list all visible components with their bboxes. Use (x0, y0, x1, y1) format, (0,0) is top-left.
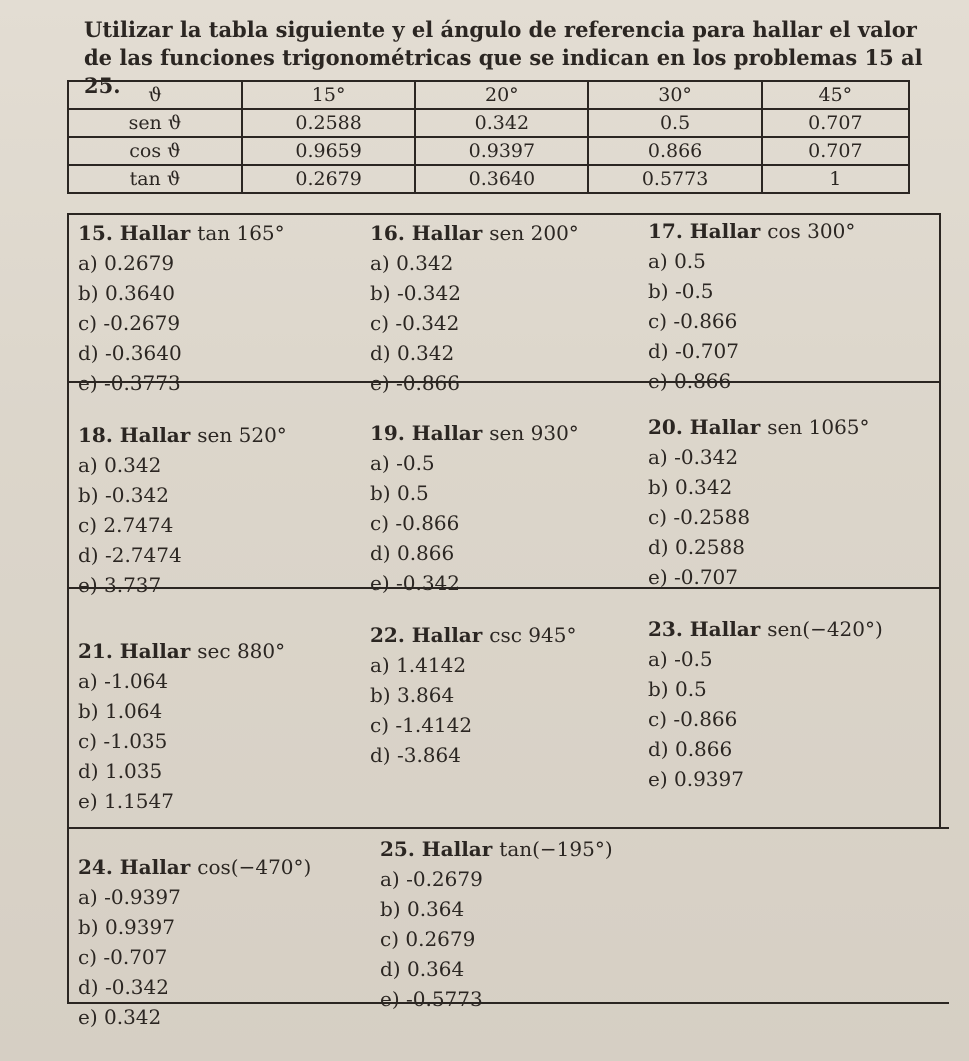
problem-21 (78, 636, 285, 816)
option-e[interactable]: e) 0.342 (78, 1005, 162, 1029)
problem-title: 20. Hallar (648, 415, 768, 439)
option-e[interactable]: e) -0.342 (370, 571, 461, 595)
row-label: tan ϑ (68, 165, 242, 193)
option-b[interactable]: b) 0.5 (370, 481, 429, 505)
problem-function: tan 165° (197, 221, 285, 245)
table-header-row (68, 81, 909, 109)
option-b[interactable]: b) 1.064 (78, 699, 163, 723)
option-a[interactable]: a) -0.9397 (78, 885, 181, 909)
option-d[interactable]: d) 0.866 (370, 541, 455, 565)
problem-15 (78, 218, 285, 398)
option-d[interactable]: d) -3.864 (370, 743, 461, 767)
table-header-cell: 45° (762, 81, 909, 109)
option-b[interactable]: b) 0.3640 (78, 281, 175, 305)
problem-23 (648, 614, 883, 794)
table-row (68, 165, 909, 193)
problem-function: sen(−420°) (767, 617, 883, 641)
table-cell: 0.5 (588, 109, 761, 137)
table-header-cell: 15° (242, 81, 415, 109)
option-a[interactable]: a) -0.5 (370, 451, 435, 475)
problem-function: sen 930° (489, 421, 579, 445)
problem-function: tan(−195°) (499, 837, 613, 861)
table-cell: 0.707 (762, 109, 909, 137)
table-cell: 0.3640 (415, 165, 588, 193)
option-a[interactable]: a) -0.2679 (380, 867, 483, 891)
problem-title: 19. Hallar (370, 421, 490, 445)
problem-function: sen 1065° (767, 415, 870, 439)
problem-20 (648, 412, 870, 592)
option-e[interactable]: e) -0.866 (370, 371, 461, 395)
option-d[interactable]: d) -0.3640 (78, 341, 182, 365)
problem-function: sec 880° (197, 639, 286, 663)
table-cell: 0.2679 (242, 165, 415, 193)
option-c[interactable]: c) -0.707 (78, 945, 168, 969)
table-row (68, 137, 909, 165)
option-b[interactable]: b) -0.5 (648, 279, 714, 303)
option-a[interactable]: a) 0.342 (370, 251, 454, 275)
option-e[interactable]: e) 3.737 (78, 573, 162, 597)
option-a[interactable]: a) 0.342 (78, 453, 162, 477)
option-a[interactable]: a) 0.2679 (78, 251, 175, 275)
option-a[interactable]: a) -1.064 (78, 669, 169, 693)
row-label: sen ϑ (68, 109, 242, 137)
option-d[interactable]: d) 1.035 (78, 759, 163, 783)
option-c[interactable]: c) -1.035 (78, 729, 168, 753)
option-c[interactable]: c) -0.342 (370, 311, 460, 335)
table-cell: 0.707 (762, 137, 909, 165)
problem-title: 21. Hallar (78, 639, 198, 663)
option-c[interactable]: c) -1.4142 (370, 713, 473, 737)
option-c[interactable]: c) 2.7474 (78, 513, 174, 537)
problem-title: 22. Hallar (370, 623, 490, 647)
table-cell: 0.342 (415, 109, 588, 137)
option-e[interactable]: e) -0.707 (648, 565, 739, 589)
problem-title: 17. Hallar (648, 219, 768, 243)
table-header-cell: 30° (588, 81, 761, 109)
option-b[interactable]: b) 0.9397 (78, 915, 175, 939)
option-a[interactable]: a) -0.5 (648, 647, 713, 671)
option-a[interactable]: a) 1.4142 (370, 653, 467, 677)
problem-18 (78, 420, 287, 600)
problem-17 (648, 216, 855, 396)
problem-function: csc 945° (489, 623, 577, 647)
problem-title: 15. Hallar (78, 221, 198, 245)
option-a[interactable]: a) -0.342 (648, 445, 739, 469)
table-cell: 0.866 (588, 137, 761, 165)
option-c[interactable]: c) -0.2588 (648, 505, 751, 529)
option-c[interactable]: c) 0.2679 (380, 927, 476, 951)
problem-16 (370, 218, 579, 398)
option-b[interactable]: b) 0.5 (648, 677, 707, 701)
option-e[interactable]: e) 0.866 (648, 369, 732, 393)
problem-25 (380, 834, 613, 1014)
option-c[interactable]: c) -0.866 (648, 309, 738, 333)
table-cell: 0.9397 (415, 137, 588, 165)
option-d[interactable]: d) 0.2588 (648, 535, 745, 559)
option-b[interactable]: b) -0.342 (78, 483, 169, 507)
option-d[interactable]: d) -0.707 (648, 339, 739, 363)
problem-function: sen 520° (197, 423, 287, 447)
option-e[interactable]: e) -0.3773 (78, 371, 181, 395)
option-b[interactable]: b) 3.864 (370, 683, 455, 707)
problem-title: 23. Hallar (648, 617, 768, 641)
problem-24 (78, 852, 311, 1032)
table-row (68, 109, 909, 137)
table-cell: 0.5773 (588, 165, 761, 193)
row-label: cos ϑ (68, 137, 242, 165)
problem-title: 25. Hallar (380, 837, 500, 861)
problem-title: 16. Hallar (370, 221, 490, 245)
option-d[interactable]: d) -0.342 (78, 975, 169, 999)
problem-19 (370, 418, 579, 598)
option-e[interactable]: e) 0.9397 (648, 767, 744, 791)
option-c[interactable]: c) -0.866 (370, 511, 460, 535)
option-d[interactable]: d) 0.866 (648, 737, 733, 761)
option-a[interactable]: a) 0.5 (648, 249, 706, 273)
reference-table (67, 80, 910, 194)
problem-title: 18. Hallar (78, 423, 198, 447)
problem-function: cos 300° (767, 219, 856, 243)
option-d[interactable]: d) -2.7474 (78, 543, 182, 567)
problem-22 (370, 620, 576, 770)
problem-function: sen 200° (489, 221, 579, 245)
option-d[interactable]: d) 0.342 (370, 341, 455, 365)
table-header-cell: ϑ (68, 81, 242, 109)
option-c[interactable]: c) -0.866 (648, 707, 738, 731)
table-cell: 0.2588 (242, 109, 415, 137)
option-e[interactable]: e) -0.5773 (380, 987, 483, 1011)
table-cell: 0.9659 (242, 137, 415, 165)
table-cell: 1 (762, 165, 909, 193)
instructions-text: Utilizar la tabla siguiente y el ángulo de referencia para hallar el valor de las funciones trigonométricas que se indican en los problemas 15 al 25. (84, 17, 923, 98)
problem-title: 24. Hallar (78, 855, 198, 879)
option-e[interactable]: e) 1.1547 (78, 789, 174, 813)
option-c[interactable]: c) -0.2679 (78, 311, 181, 335)
option-d[interactable]: d) 0.364 (380, 957, 465, 981)
option-b[interactable]: b) 0.342 (648, 475, 733, 499)
table-header-cell: 20° (415, 81, 588, 109)
option-b[interactable]: b) 0.364 (380, 897, 465, 921)
option-b[interactable]: b) -0.342 (370, 281, 461, 305)
problem-function: cos(−470°) (197, 855, 312, 879)
